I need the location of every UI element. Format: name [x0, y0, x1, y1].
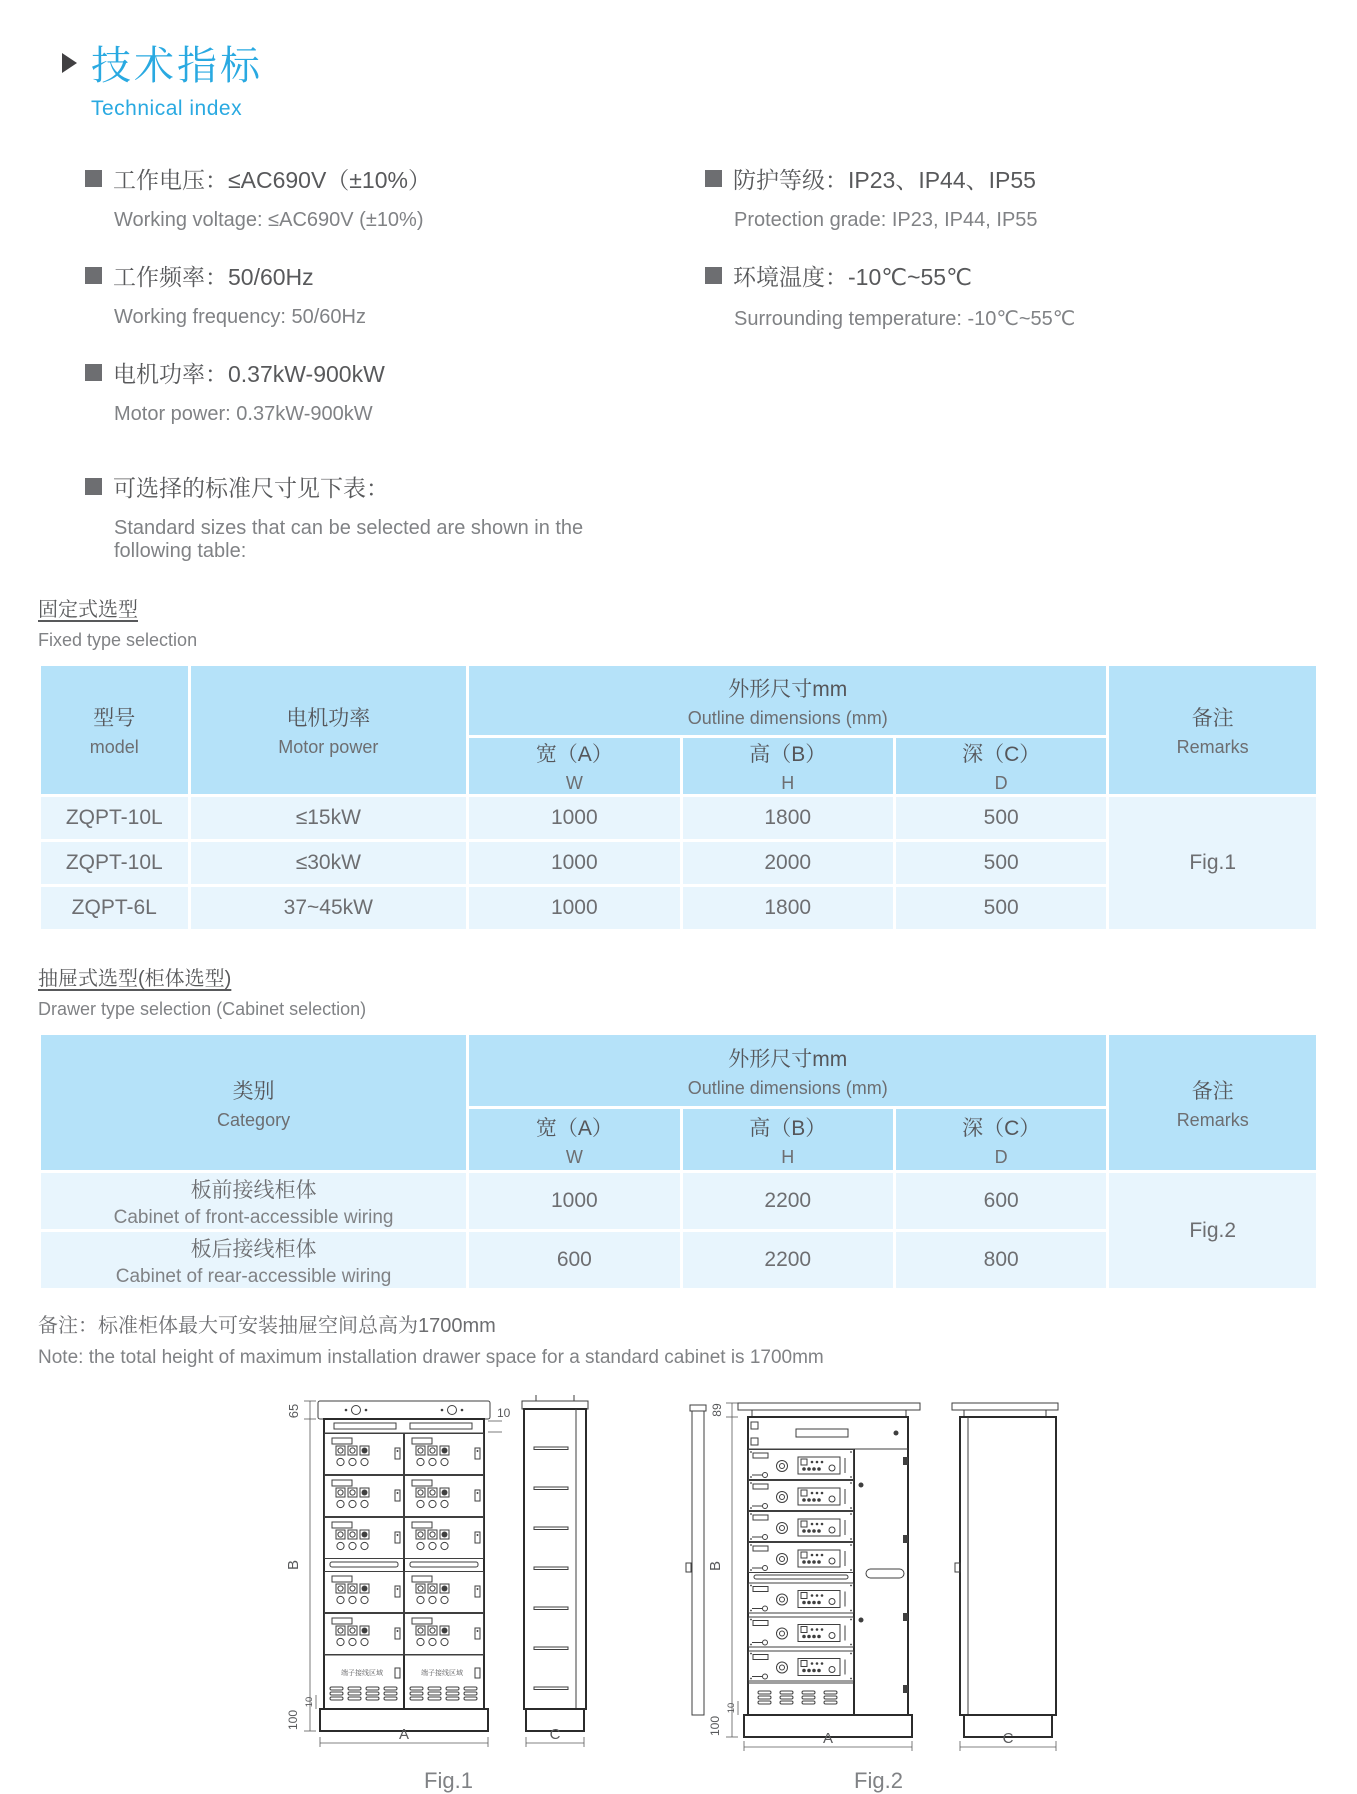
section-header: [62, 34, 1319, 91]
spec-item-translation: Working voltage: ≤AC690V (±10%): [114, 209, 424, 231]
cell-height: 2000: [681, 841, 894, 886]
header-text: 深（C）: [962, 1116, 1041, 1140]
fig1-dim-small: [304, 1695, 316, 1709]
header-text: Outline dimensions (mm): [687, 1077, 888, 1098]
col-header-width: [468, 737, 681, 796]
header-text: 备注: [1191, 1079, 1234, 1103]
col-header-motor-power: [189, 665, 468, 796]
header-text: 备注: [1191, 707, 1234, 730]
lifting-eye-icon: [344, 1406, 463, 1415]
header-text: H: [781, 773, 795, 793]
footnote-zh: 备注：标准柜体最大可安装抽屉空间总高为1700mm: [38, 1315, 496, 1337]
page-title: 技术指标: [91, 44, 263, 88]
svg-text:10: 10: [496, 1406, 510, 1420]
col-header-width: [468, 1108, 681, 1172]
spec-column-right: [658, 135, 1319, 563]
col-header-depth: [894, 1108, 1107, 1172]
fig1-dim-height: [285, 1419, 310, 1709]
svg-text:端子接线区域: 端子接线区域: [340, 1670, 383, 1677]
svg-text:10: 10: [725, 1702, 737, 1714]
header-text: 电机功率: [286, 707, 371, 730]
fixed-type-table: [38, 663, 1319, 932]
header-text: model: [89, 737, 139, 757]
header-text: D: [994, 773, 1008, 793]
cell-model: ZQPT-10L: [40, 796, 190, 841]
figure-1-caption: Fig.1: [424, 1768, 473, 1793]
header-text: 深（C）: [962, 743, 1041, 766]
figure-2-caption: Fig.2: [854, 1768, 903, 1793]
fig2-dim-top: [710, 1403, 738, 1417]
cell-category: [40, 1231, 468, 1290]
square-bullet-icon: [705, 267, 722, 284]
svg-text:C: C: [1002, 1730, 1013, 1747]
header-text: 外形尺寸mm: [728, 1047, 848, 1071]
header-text: W: [565, 1146, 583, 1167]
cell-width: 1000: [468, 796, 681, 841]
table-row: [40, 1172, 1318, 1231]
page-subtitle: Technical index: [91, 97, 243, 120]
spec-item-label: 可选择的标准尺寸见下表：: [113, 475, 389, 501]
category-en: Cabinet of rear-accessible wiring: [115, 1265, 392, 1287]
cell-power: ≤15kW: [189, 796, 468, 841]
cell-power: 37~45kW: [189, 886, 468, 931]
header-text: 高（B）: [749, 743, 827, 766]
col-header-model: [40, 665, 190, 796]
fig2-drawing: [684, 1385, 1074, 1757]
square-bullet-icon: [85, 267, 102, 284]
svg-text:A: A: [822, 1730, 833, 1747]
cell-width: 600: [468, 1231, 681, 1290]
table-row: [40, 796, 1318, 841]
fig2-dim-height: [707, 1417, 732, 1715]
header-text: Remarks: [1176, 737, 1249, 757]
fig2-dim-width: [744, 1730, 912, 1751]
spec-item-translation: Protection grade: IP23, IP44, IP55: [734, 209, 1038, 231]
cell-depth: 500: [894, 796, 1107, 841]
spec-item-label: 工作电压：≤AC690V（±10%）: [113, 167, 431, 193]
cell-height: 2200: [681, 1231, 894, 1290]
header-text: Motor power: [278, 737, 379, 757]
category-zh: 板后接线柜体: [190, 1237, 317, 1261]
spec-item: [85, 356, 658, 389]
figure-2: [684, 1385, 1074, 1794]
spec-item: [85, 259, 658, 292]
cell-depth: 600: [894, 1172, 1107, 1231]
cell-height: 1800: [681, 796, 894, 841]
fixed-table-caption-zh: 固定式选型: [38, 599, 138, 621]
footnote: [38, 1309, 1319, 1369]
svg-text:B: B: [284, 1559, 302, 1571]
cell-depth: 500: [894, 886, 1107, 931]
fig1-side-view: [522, 1395, 588, 1731]
fig2-dim-plinth: [708, 1715, 738, 1737]
cell-width: 1000: [468, 841, 681, 886]
cell-model: ZQPT-6L: [40, 886, 190, 931]
header-text: 类别: [232, 1079, 275, 1103]
header-text: H: [781, 1146, 795, 1167]
fixed-table-caption: [38, 593, 1319, 651]
fig2-front-view: [738, 1403, 920, 1737]
fig2-vent-area: [748, 1683, 854, 1704]
square-bullet-icon: [85, 364, 102, 381]
drawer-table-caption-en: Drawer type selection (Cabinet selection): [38, 999, 367, 1019]
spec-item-translation: Standard sizes that can be selected are shown in the following table:: [114, 517, 584, 562]
square-bullet-icon: [85, 170, 102, 187]
col-header-remarks: [1108, 1034, 1318, 1172]
header-text: Remarks: [1176, 1109, 1249, 1130]
svg-text:10: 10: [303, 1696, 315, 1708]
spec-item-label: 防护等级：IP23、IP44、IP55: [733, 167, 1036, 193]
cell-width: 1000: [468, 886, 681, 931]
fig1-dim-top-right: [488, 1406, 511, 1432]
cell-category: [40, 1172, 468, 1231]
svg-text:A: A: [398, 1726, 409, 1743]
fig1-dim-width: [320, 1726, 488, 1747]
fig1-dim-depth: [526, 1726, 584, 1747]
col-header-category: [40, 1034, 468, 1172]
figure-1: [284, 1385, 614, 1794]
fig2-dim-small: [726, 1701, 738, 1715]
spec-column-left: [38, 135, 658, 563]
cell-height: 1800: [681, 886, 894, 931]
svg-text:B: B: [706, 1560, 724, 1572]
header-text: W: [565, 773, 583, 793]
svg-text:65: 65: [285, 1403, 301, 1419]
spec-item-translation: Surrounding temperature: -10℃~55℃: [734, 308, 1076, 330]
cell-width: 1000: [468, 1172, 681, 1231]
header-text: 宽（A）: [535, 1116, 613, 1140]
fig2-door-panel: [858, 1457, 908, 1693]
col-header-height: [681, 1108, 894, 1172]
header-text: 外形尺寸mm: [728, 677, 848, 701]
figures-row: [38, 1385, 1319, 1794]
cell-remark: Fig.2: [1108, 1172, 1318, 1290]
header-text: 宽（A）: [535, 743, 613, 766]
fig2-dim-depth: [960, 1730, 1056, 1751]
spec-item-label: 环境温度：-10℃~55℃: [733, 264, 972, 290]
col-header-outline-dimensions: [468, 665, 1108, 737]
cell-depth: 500: [894, 841, 1107, 886]
spec-item-label: 工作频率：50/60Hz: [113, 264, 314, 290]
header-text: 高（B）: [749, 1116, 827, 1140]
fig2-door-edge-view: [686, 1405, 706, 1715]
square-bullet-icon: [85, 478, 102, 495]
cell-depth: 800: [894, 1231, 1107, 1290]
category-zh: 板前接线柜体: [190, 1178, 317, 1202]
fig1-dim-plinth: [286, 1709, 316, 1731]
cell-power: ≤30kW: [189, 841, 468, 886]
drawer-table-caption: [38, 962, 1319, 1020]
col-header-depth: [894, 737, 1107, 796]
spec-list: [38, 135, 1319, 563]
drawer-table-caption-zh: 抽屉式选型(柜体选型): [38, 968, 232, 990]
spec-item: [705, 259, 1319, 292]
col-header-outline-dimensions: [468, 1034, 1108, 1108]
spec-item-label: 电机功率：0.37kW-900kW: [113, 361, 385, 387]
svg-text:89: 89: [709, 1403, 724, 1417]
spec-item: [705, 162, 1319, 195]
header-text: D: [994, 1146, 1008, 1167]
fixed-table-caption-en: Fixed type selection: [38, 630, 198, 650]
header-text: Outline dimensions (mm): [687, 707, 888, 728]
square-bullet-icon: [705, 170, 722, 187]
category-en: Cabinet of front-accessible wiring: [113, 1206, 394, 1228]
header-text: 型号: [93, 707, 136, 730]
cell-height: 2200: [681, 1172, 894, 1231]
fig2-side-view: [952, 1403, 1058, 1737]
section-arrow-icon: [62, 53, 77, 73]
svg-text:100: 100: [707, 1715, 722, 1737]
spec-item-translation: Motor power: 0.37kW-900kW: [114, 403, 373, 425]
spec-item: [85, 470, 658, 503]
cell-model: ZQPT-10L: [40, 841, 190, 886]
cell-remark: Fig.1: [1108, 796, 1318, 931]
fig1-dim-top: [286, 1401, 316, 1419]
spec-item-translation: Working frequency: 50/60Hz: [114, 306, 366, 328]
svg-text:100: 100: [285, 1709, 300, 1731]
svg-text:端子接线区域: 端子接线区域: [420, 1670, 463, 1677]
drawer-type-table: [38, 1032, 1319, 1291]
col-header-remarks: [1108, 665, 1318, 796]
spec-item: [85, 162, 658, 195]
footnote-en: Note: the total height of maximum installation drawer space for a standard cabinet is 1700mm: [38, 1347, 824, 1368]
svg-text:C: C: [549, 1726, 560, 1743]
fig1-front-view: [318, 1401, 490, 1731]
fig1-drawing: [284, 1385, 614, 1757]
header-text: Category: [217, 1109, 291, 1130]
col-header-height: [681, 737, 894, 796]
